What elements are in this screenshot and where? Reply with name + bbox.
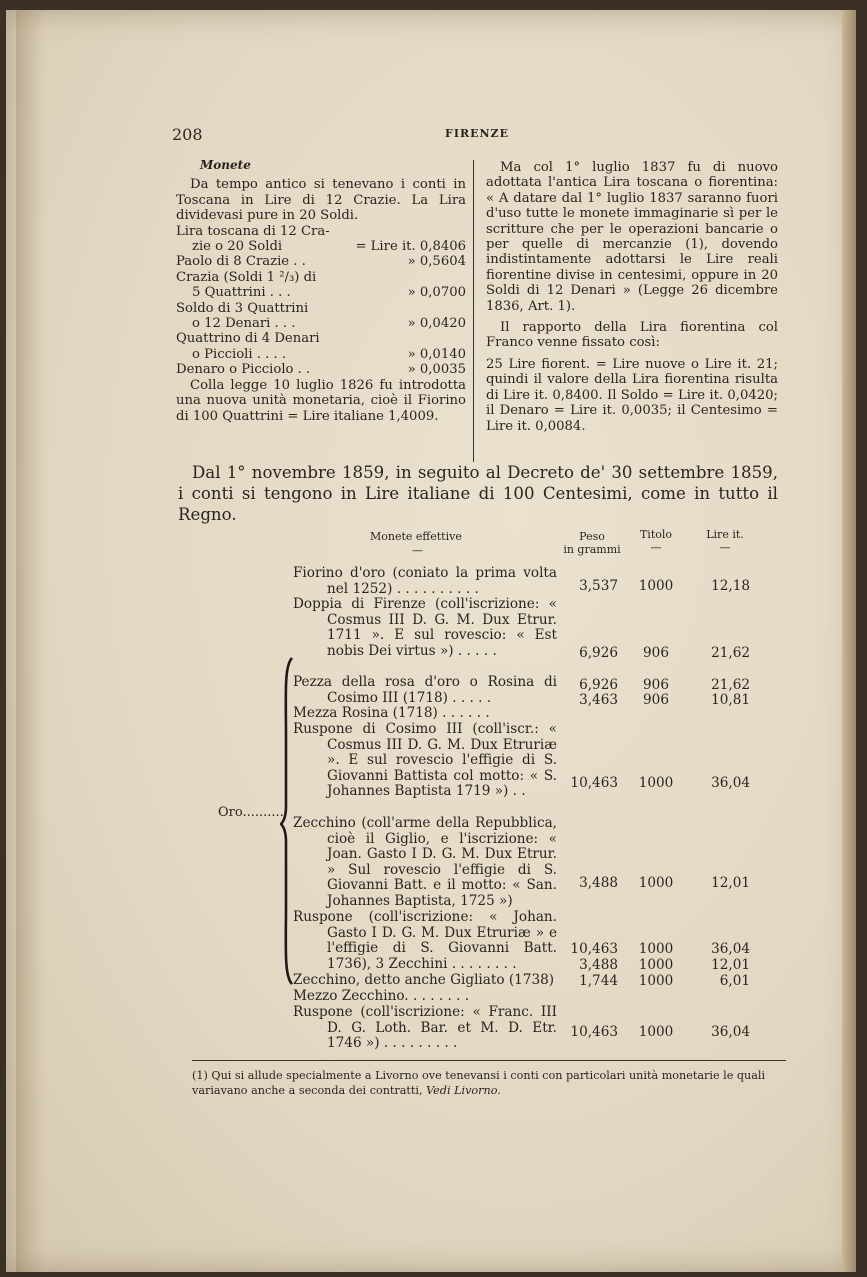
page-number: 208 [172, 125, 203, 144]
paragraph-1837: Ma col 1° luglio 1837 fu di nuovo adottata l'antica Lira toscana o fiorentina: « A datare dal 1° luglio 1837 saranno fuori d'uso tutte le monete immaginarie sì per le scritture che per le operazioni bancarie o per quelle di mercanzie (1), dovendo indistintamente adottarsi le Lire reali fiorentine divise in centesimi, oppure in 20 Soldi di 12 Denari » (Legge 26 dicembre 1836, Art. 1). [486, 160, 778, 314]
header-titolo: Titolo — [639, 528, 673, 554]
peso-cell: 10,463 [570, 1024, 618, 1040]
lire-cell: 36,04 [711, 941, 750, 957]
table-row: Mezzo Zecchino. . . . . . . . [293, 988, 470, 1004]
value-entry: Soldo di 3 Quattrini o 12 Denari . . . » 0,0420 [176, 300, 466, 332]
peso-cell: 3,488 [579, 957, 618, 973]
paragraph-conversion: 25 Lire fiorent. = Lire nuove o Lire it. 21; quindi il valore della Lira fiorentina risulta di Lire it. 0,8400. Il Soldo = Lire it. 0,0420; il Denaro = Lire it. 0,0035; il Centesimo = Lire it. 0,0084. [486, 356, 778, 434]
titolo-cell: 906 [643, 645, 669, 661]
page-header [172, 125, 782, 145]
lire-cell: 6,01 [719, 973, 750, 989]
peso-cell: 10,463 [570, 775, 618, 791]
titolo-cell: 1000 [638, 875, 674, 891]
table-row: Ruspone di Cosimo III (coll'iscr.: « Cosmus III D. G. M. Dux Etruriæ ». E sul rovescio l'effigie di S. Giovanni Battista col motto: « S. Johannes Baptista 1719 ») . . [293, 721, 557, 800]
lire-cell: 12,01 [711, 957, 750, 973]
right-column [486, 160, 778, 434]
titolo-cell: 1000 [638, 957, 674, 973]
titolo-cell: 906 [643, 677, 669, 693]
value-entry: Paolo di 8 Crazie . . » 0,5604 [176, 254, 466, 270]
peso-cell: 6,926 [579, 645, 618, 661]
brace-icon [280, 656, 298, 986]
lire-cell: 12,18 [711, 578, 750, 594]
coin-descriptions [293, 566, 557, 1052]
table-row: Ruspone (coll'iscrizione: « Johan. Gasto I D. G. M. Dux Etruriæ » e l'effigie di S. Giovanni Batt. 1736), 3 Zecchini . . . . . . . . [293, 909, 557, 972]
footnote-rule [192, 1060, 786, 1061]
peso-cell: 10,463 [570, 941, 618, 957]
table-row: Ruspone (coll'iscrizione: « Franc. III D. G. Loth. Bar. et M. D. Etr. 1746 ») . . . . . . . . . [293, 1004, 557, 1052]
page-edge [842, 10, 856, 1272]
value-entry: Crazia (Soldi 1 ²/₃) di 5 Quattrini . . . » 0,0700 [176, 269, 466, 301]
paragraph-rapporto: Il rapporto della Lira fiorentina col Franco venne fissato così: [486, 320, 778, 351]
titolo-cell: 906 [643, 692, 669, 708]
titolo-cell: 1000 [638, 775, 674, 791]
table-row: Doppia di Firenze (coll'iscrizione: « Cosmus III D. G. M. Dux Etrur. 1711 ». E sul rovescio: « Est nobis Dei virtus ») . . . . . [293, 596, 557, 659]
group-label-oro: Oro.......... [218, 805, 284, 820]
header-lire: Lire it. — [706, 528, 744, 554]
lire-cell: 36,04 [711, 1024, 750, 1040]
footnote-reference: Vedi Livorno. [426, 1084, 501, 1097]
peso-cell: 3,488 [579, 875, 618, 891]
titolo-cell: 1000 [638, 973, 674, 989]
lire-cell: 21,62 [711, 677, 750, 693]
header-peso: Peso in grammi [563, 530, 621, 556]
footnote [192, 1068, 792, 1098]
peso-cell: 3,463 [579, 692, 618, 708]
peso-cell: 3,537 [579, 578, 618, 594]
header-dash: — [412, 544, 423, 557]
main-paragraph: Dal 1° novembre 1859, in seguito al Decreto de' 30 settembre 1859, i conti si tengono in Lire italiane di 100 Centesimi, come in tutto il Regno. [178, 463, 778, 524]
monete-closing: Colla legge 10 luglio 1826 fu introdotta una nuova unità monetaria, cioè il Fiorino di 100 Quattrini = Lire italiane 1,4009. [176, 377, 466, 424]
monete-intro: Da tempo antico si tenevano i conti in Toscana in Lire di 12 Crazie. La Lira dividevasi pure in 20 Soldi. [176, 177, 466, 224]
section-title: Monete [200, 158, 251, 172]
titolo-cell: 1000 [638, 1024, 674, 1040]
peso-cell: 6,926 [579, 677, 618, 693]
lire-cell: 10,81 [711, 692, 750, 708]
peso-cell: 1,744 [579, 973, 618, 989]
left-column [176, 158, 466, 424]
running-title: FIRENZE [445, 127, 509, 140]
value-entry: Quattrino di 4 Denari o Piccioli . . . . » 0,0140 [176, 331, 466, 362]
value-entry: Denaro o Picciolo . . » 0,0035 [176, 362, 466, 378]
column-divider [473, 160, 474, 462]
table-row: Pezza della rosa d'oro o Rosina di Cosimo III (1718) . . . . . [293, 674, 557, 706]
footnote-text: (1) Qui si allude specialmente a Livorno ove tenevansi i conti con particolari unità monetarie le quali variavano anche a seconda dei contratti, [192, 1069, 766, 1097]
lire-cell: 12,01 [711, 875, 750, 891]
titolo-cell: 1000 [638, 941, 674, 957]
lire-cell: 21,62 [711, 645, 750, 661]
table-row: Zecchino, detto anche Gigliato (1738) [293, 972, 555, 988]
table-row: Fiorino d'oro (coniato la prima volta nel 1252) . . . . . . . . . . [293, 565, 557, 597]
table-row: Mezza Rosina (1718) . . . . . . [293, 705, 490, 721]
header-monete: Monete effettive [370, 530, 462, 543]
titolo-cell: 1000 [638, 578, 674, 594]
page-stain [16, 10, 46, 1272]
lire-cell: 36,04 [711, 775, 750, 791]
value-entry: Lira toscana di 12 Cra- zie o 20 Soldi = Lire it. 0,8406 [176, 223, 466, 255]
table-row: Zecchino (coll'arme della Repubblica, cioè il Giglio, e l'iscrizione: « Joan. Gasto I D. G. M. Dux Etrur. » Sul rovescio l'effigie di S. Giovanni Batt. e il motto: « San. Johannes Baptista, 1725 ») [293, 815, 557, 909]
